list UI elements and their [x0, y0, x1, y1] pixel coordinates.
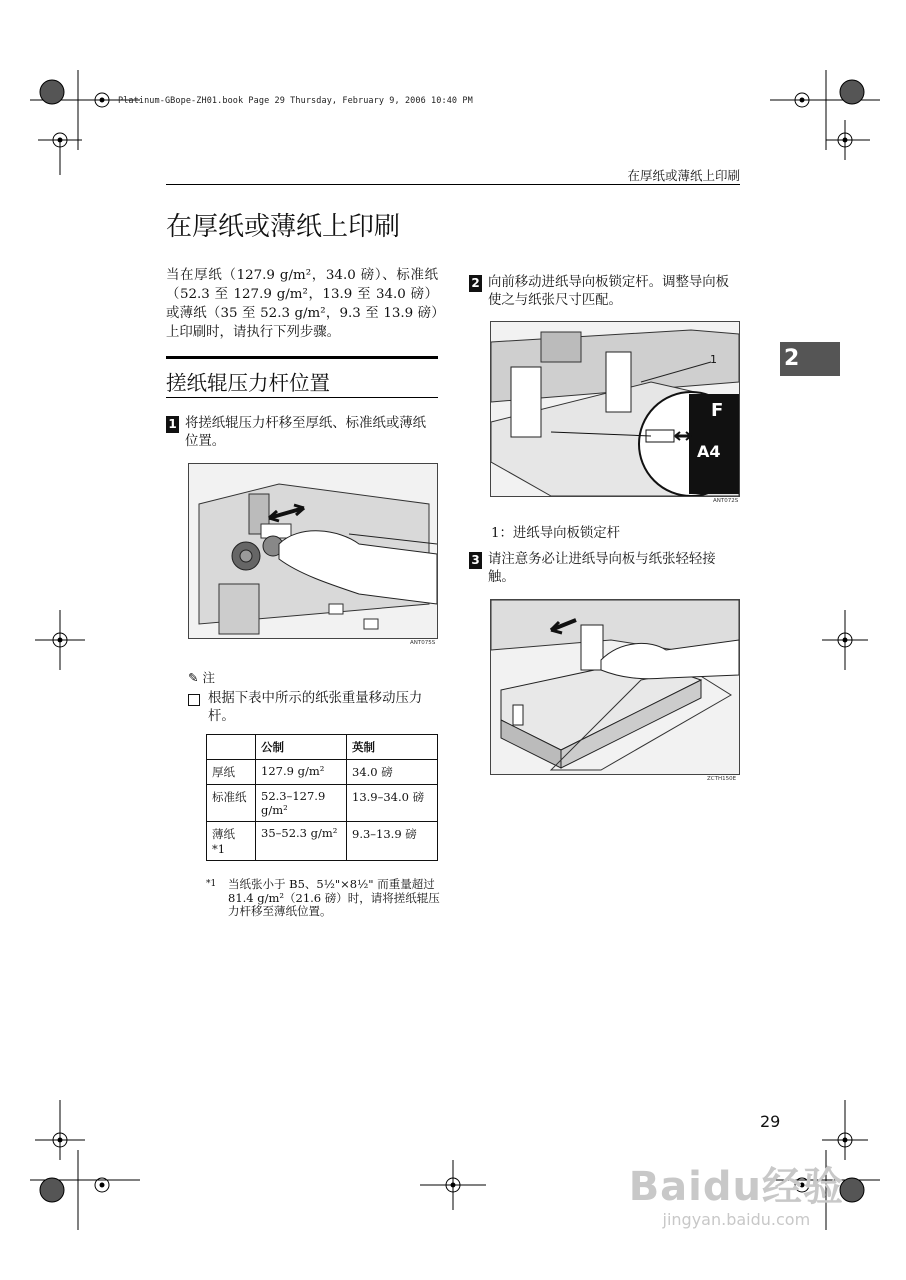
figure-code-2: ANT072S [713, 498, 739, 504]
page-number: 29 [760, 1112, 781, 1131]
table-cell: 标准纸 [207, 785, 256, 822]
step-1-text: 将搓纸辊压力杆移至厚纸、标准纸或薄纸位置。 [185, 416, 427, 449]
table-header-row [207, 735, 438, 760]
table-row [207, 785, 438, 822]
note-item-text: 根据下表中所示的纸张重量移动压力杆。 [208, 691, 423, 724]
step-2-text: 向前移动进纸导向板锁定杆。调整导向板使之与纸张尺寸匹配。 [488, 275, 730, 308]
file-info-header: Platinum-GBope-ZH01.book Page 29 Thursday, February 9, 2006 10:40 PM [118, 96, 473, 106]
figure-code-3: ZCTH150E [707, 776, 737, 782]
table-row [207, 822, 438, 861]
table-cell: 13.9–34.0 磅 [347, 785, 438, 822]
table-cell: 35–52.3 g/m² [256, 822, 347, 861]
paper-weight-table [206, 734, 438, 861]
step-1 [166, 415, 438, 451]
table-cell: 薄纸 *1 [207, 822, 256, 861]
figure-code-1: ANT075S [410, 640, 436, 646]
table-header-cell: 公制 [256, 735, 347, 760]
paper-guide-illustration [491, 322, 739, 496]
size-label-f: F [711, 400, 724, 421]
section-rule-bottom [166, 397, 438, 398]
note-heading-label: 注 [202, 670, 215, 685]
callout-label: 1 [710, 353, 717, 366]
note-item [188, 690, 438, 726]
figure-guide-lock [490, 321, 740, 497]
table-header-cell: 英制 [347, 735, 438, 760]
footnote-text: 当纸张小于 B5、5½"×8½" 而重量超过 81.4 g/m²（21.6 磅）时，请将搓纸辊压力杆移至薄纸位置。 [228, 877, 440, 918]
table-cell: 127.9 g/m² [256, 760, 347, 785]
table-cell: 9.3–13.9 磅 [347, 822, 438, 861]
step-3 [469, 551, 741, 587]
step-number-badge: 3 [469, 552, 482, 569]
watermark-logo: Baidu经验 [628, 1164, 844, 1210]
section-title: 搓纸辊压力杆位置 [166, 371, 330, 395]
figure-roller-lever [188, 463, 438, 639]
table-cell: 厚纸 [207, 760, 256, 785]
step-2 [469, 274, 741, 310]
checkbox-icon [188, 694, 200, 706]
running-head: 在厚纸或薄纸上印刷 [627, 168, 740, 183]
step-3-text: 请注意务必让进纸导向板与纸张轻轻接触。 [488, 552, 716, 585]
watermark [629, 1155, 844, 1229]
paper-tray-illustration [491, 600, 739, 774]
pencil-icon: ✎ [188, 669, 199, 685]
header-rule [166, 184, 740, 185]
figure-caption: 1：进纸导向板锁定杆 [491, 526, 621, 541]
intro-paragraph: 当在厚纸（127.9 g/m²，34.0 磅）、标准纸（52.3 至 127.9 g/m²，13.9 至 34.0 磅）或薄纸（35 至 52.3 g/m²，9.3 至 13.9 磅）上印刷时，请执行下列步骤。 [166, 268, 438, 340]
footnote-mark: *1 [206, 879, 217, 889]
footnote [206, 878, 440, 919]
table-row [207, 760, 438, 785]
table-cell: 52.3–127.9 g/m² [256, 785, 347, 822]
table-cell: 34.0 磅 [347, 760, 438, 785]
size-label-a4: A4 [697, 442, 721, 461]
step-number-badge: 1 [166, 416, 179, 433]
chapter-tab: 2 [780, 342, 840, 376]
table-header-cell [207, 735, 256, 760]
watermark-url: jingyan.baidu.com [662, 1210, 811, 1229]
printer-roller-illustration [189, 464, 437, 638]
page-title: 在厚纸或薄纸上印刷 [166, 212, 401, 242]
figure-guide-contact [490, 599, 740, 775]
step-number-badge: 2 [469, 275, 482, 292]
section-rule-top [166, 356, 438, 359]
note-heading [188, 668, 215, 686]
